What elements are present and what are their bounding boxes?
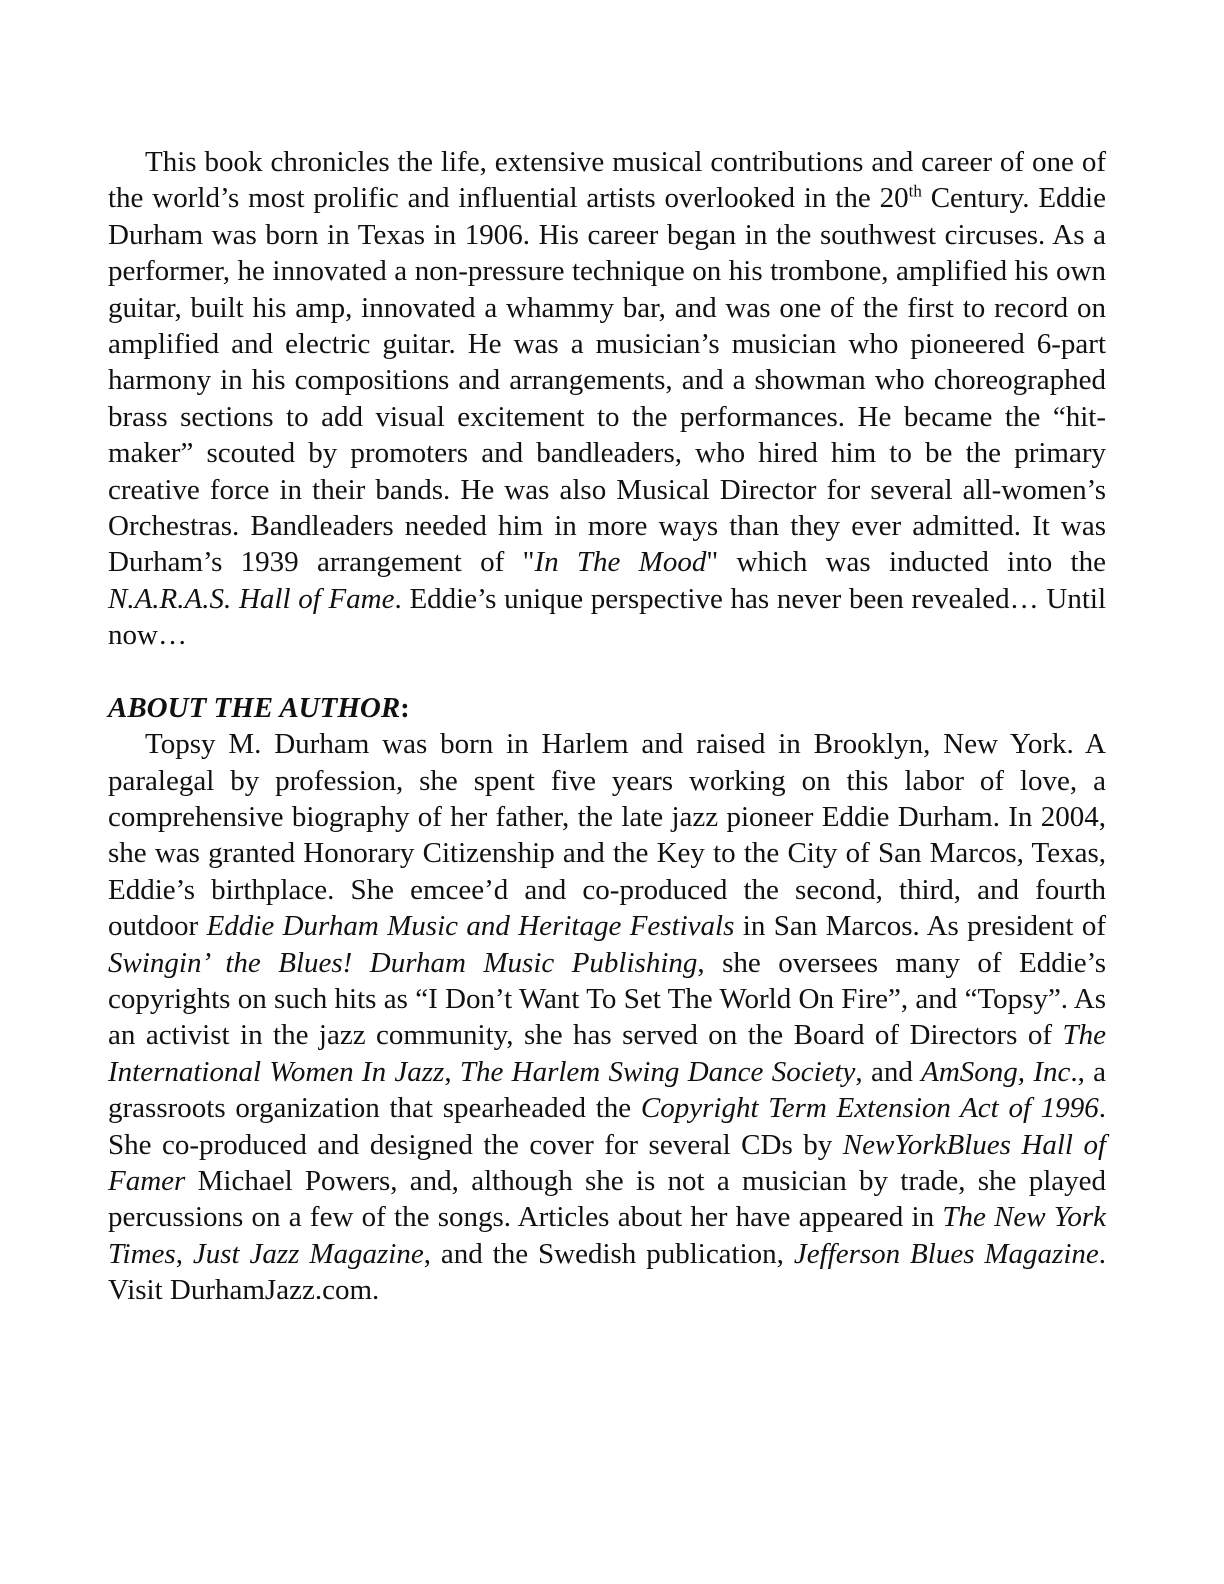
summary-closing: . Eddie’s unique perspective has never been revealed… Until now…	[108, 582, 1106, 652]
author-bio-part-4: ., a grassroots organization that spearheaded the	[108, 1055, 1107, 1125]
about-author-heading-colon: :	[400, 691, 410, 724]
author-bio-separator-1: ,	[444, 1055, 460, 1088]
author-bio-part-3: , she oversees many of Eddie’s copyrights on such hits as “I Don’t Want To Set The World On Fire”, and “Topsy”. As an activist in the jazz community, she has served on the Board of Directors of	[108, 946, 1106, 1052]
org-international-women-in-jazz: The International Women In Jazz	[108, 1019, 1106, 1088]
festivals-name: Eddie Durham Music and Heritage Festivals	[206, 910, 735, 943]
author-bio-part-8: . Visit DurhamJazz.com.	[108, 1237, 1107, 1307]
summary-body: Century. Eddie Durham was born in Texas in 1906. His career began in the southwest circuses. As a performer, he innovated a non-pressure technique on his trombone, amplified his own guitar, built his amp, innovated a whammy bar, and was one of the first to record on amplified and electric guitar. He was a musician’s musician who pioneered 6-part harmony in his compositions and arrangements, and a showman who choreographed brass sections to add visual excitement to the performances. He became the “hit-maker” scouted by promoters and bandleaders, who hired him to be the primary creative force in their bands. He was also Musical Director for several all-women’s Orchestras. Bandleaders needed him in more ways than they ever admitted. It was Durham’s 1939 arrangement of "	[108, 182, 1106, 579]
summary-superscript: th	[908, 181, 922, 201]
author-bio-part-6: Michael Powers, and, although she is not a musician by trade, she played percussions on a few of the songs. Articles about her have appeared in	[108, 1164, 1106, 1234]
publication-new-york-times: The New York Times	[108, 1201, 1106, 1270]
publication-just-jazz: Just Jazz Magazine	[192, 1237, 424, 1270]
about-author-heading-text: ABOUT THE AUTHOR	[108, 691, 401, 724]
author-bio-part-1: Topsy M. Durham was born in Harlem and raised in Brooklyn, New York. A paralegal by profession, she spent five years working on this labor of love, a comprehensive biography of her father, the late jazz pioneer Eddie Durham. In 2004, she was granted Honorary Citizenship and the Key to the City of San Marcos, Texas, Eddie’s birthplace. She emcee’d and co-produced the second, third, and fourth outdoor	[108, 728, 1106, 943]
author-bio-separator-2: , and	[855, 1055, 922, 1088]
summary-mood-after: " which was inducted into the	[706, 546, 1106, 579]
about-author-heading	[108, 690, 1106, 726]
author-bio-part-7: , and the Swedish publication,	[423, 1237, 794, 1270]
hall-of-famer-title: NewYorkBlues Hall of Famer	[108, 1128, 1106, 1197]
author-bio-paragraph	[108, 726, 1106, 1309]
copyright-act-name: Copyright Term Extension Act of 1996	[640, 1092, 1099, 1125]
page-content	[108, 144, 1106, 1309]
publication-jefferson-blues: Jefferson Blues Magazine	[793, 1237, 1099, 1270]
author-bio-part-2: in San Marcos. As president of	[734, 910, 1106, 943]
author-bio-separator-3: ,	[175, 1237, 193, 1270]
summary-intro: This book chronicles the life, extensive musical contributions and career of one of the world’s most prolific and influential artists overlooked in the 20	[108, 146, 1106, 215]
org-harlem-swing-dance-society: The Harlem Swing Dance Society	[459, 1055, 856, 1088]
org-amsong: AmSong, Inc	[921, 1055, 1071, 1088]
book-summary-paragraph	[108, 144, 1106, 654]
publishing-name: Swingin’ the Blues! Durham Music Publishing	[108, 946, 698, 979]
author-bio-part-5: . She co-produced and designed the cover for several CDs by	[108, 1092, 1106, 1161]
hall-of-fame-name: N.A.R.A.S. Hall of Fame	[108, 582, 395, 615]
song-title-in-the-mood: In The Mood	[534, 546, 707, 579]
paragraph-spacer	[108, 654, 1106, 690]
